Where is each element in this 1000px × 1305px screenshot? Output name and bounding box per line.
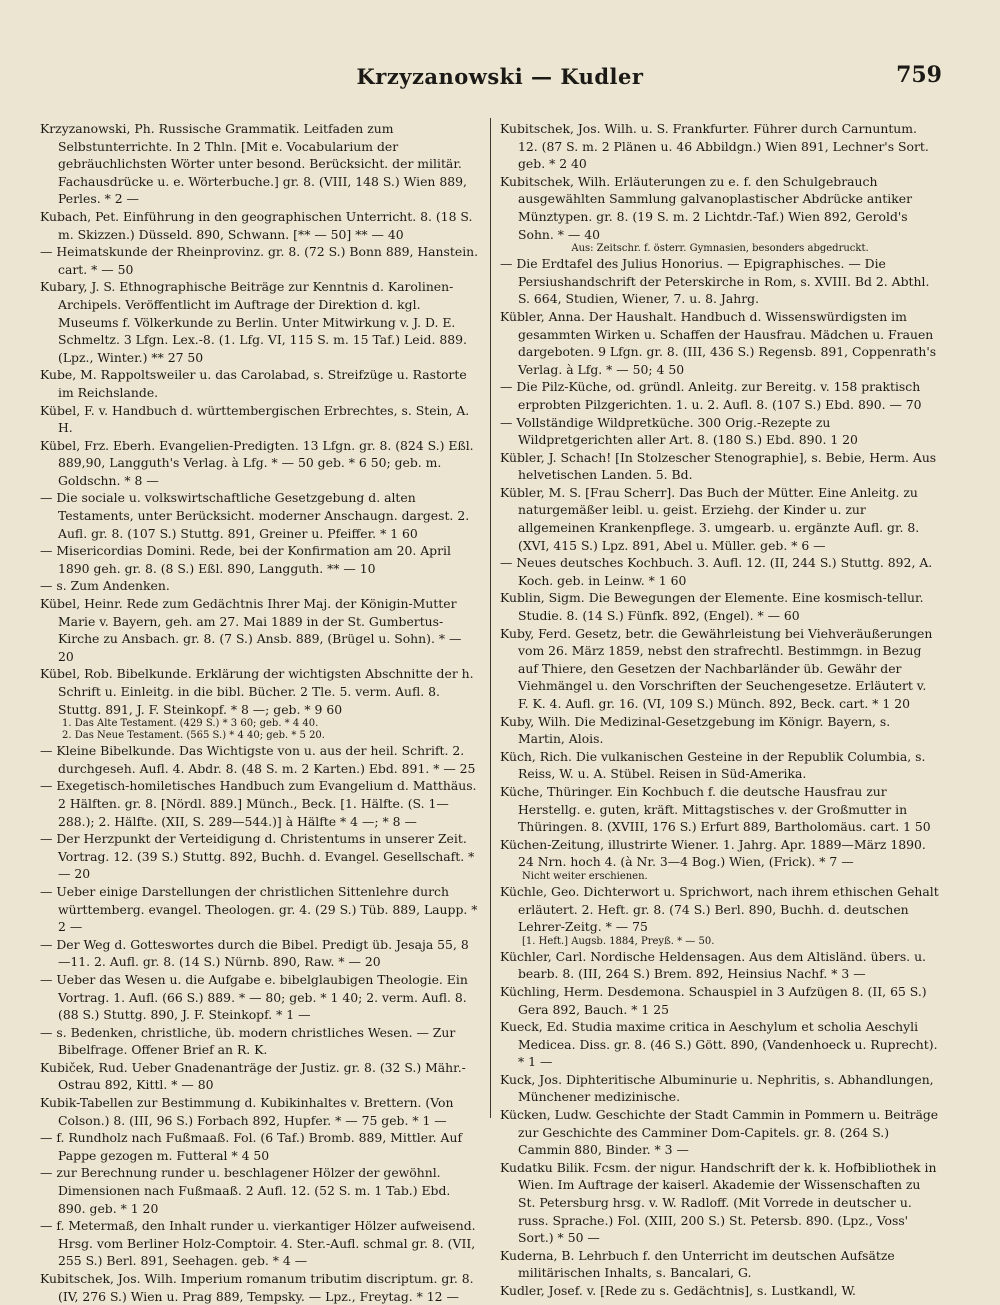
bibliography-entry: Küch, Rich. Die vulkanischen Gesteine in der Republik Columbia, s. Reiss, W. u. A. Stübel. Reisen in Süd-Amerika. (500, 748, 926, 782)
bibliography-entry: — zur Berechnung runder u. beschlagener Hölzer der gewöhnl. Dimensionen nach Fußmaaß. 2 Aufl. 12. (52 S. m. 1 Tab.) Ebd. 890. geb. * 1 20 (40, 1165, 451, 1216)
bibliography-entry: — s. Bedenken, christliche, üb. modern christliches Wesen. — Zur Bibelfrage. Offener Brief an R. K. (40, 1024, 456, 1058)
right-column (500, 120, 940, 1300)
bibliography-entry: Küchling, Herm. Desdemona. Schauspiel in 3 Aufzügen 8. (II, 65 S.) Gera 892, Bauch. * 1 25 (500, 983, 927, 1017)
bibliography-note: 1. Das Alte Testament. (429 S.) * 3 60; geb. * 4 40. (62, 718, 319, 730)
bibliography-entry: Kübler, J. Schach! [In Stolzescher Stenographie], s. Bebie, Herm. Aus helvetischen Landen. 5. Bd. (500, 449, 937, 483)
bibliography-entry: — Kleine Bibelkunde. Das Wichtigste von u. aus der heil. Schrift. 2. durchgeseh. Aufl. 4. Abdr. 8. (48 S. m. 2 Karten.) Ebd. 891. * — 25 (40, 743, 476, 776)
bibliography-note: Aus: Zeitschr. f. österr. Gymnasien, besonders abgedruckt. (571, 243, 869, 255)
bibliography-entry: Kudatku Bilik. Fcsm. der nigur. Handschrift der k. k. Hofbibliothek in Wien. Im Auftrage der kaiserl. Akademie der Wissenschaften zu St. Petersburg hrsg. v. W. Radloff. (Mit Vorrede in deutscher u. russ. Sprache.) Fol. (XIII, 200 S.) St. Petersb. 890. (Lpz., Voss' Sort.) * 50 — (500, 1159, 937, 1246)
bibliography-entry: Kubiček, Rud. Ueber Gnadenanträge der Justiz. gr. 8. (32 S.) Mähr.-Ostrau 892, Kittl. * — 80 (40, 1059, 466, 1093)
bibliography-entry: Kübler, M. S. [Frau Scherr]. Das Buch der Mütter. Eine Anleitg. zu naturgemäßer leibl. u. geist. Erziehg. der Kinder u. zur allgemeinen Krankenpflege. 3. umgearb. u. ergänzte Aufl. gr. 8. (XVI, 415 S.) Lpz. 891, Abel u. Müller. geb. * 6 — (500, 484, 920, 553)
bibliography-entry: Kübler, Anna. Der Haushalt. Handbuch d. Wissenswürdigsten im gesammten Wirken u. Schaffen der Hausfrau. Mädchen u. Frauen dargeboten. 9 Lfgn. gr. 8. (III, 436 S.) Regensb. 891, Coppenrath's Verlag. à Lfg. * — 50; 4 50 (500, 308, 937, 377)
bibliography-note: [1. Heft.] Augsb. 1884, Preyß. * — 50. (522, 935, 715, 947)
bibliography-entry: Kublin, Sigm. Die Bewegungen der Elemente. Eine kosmisch-tellur. Studie. 8. (14 S.) Fünfk. 892, (Engel). * — 60 (500, 590, 924, 624)
page-number: 759 (896, 62, 942, 88)
bibliography-entry: Kübel, Heinr. Rede zum Gedächtnis Ihrer Maj. der Königin-Mutter Marie v. Bayern, geh. am 27. Mai 1889 in der St. Gumbertus-Kirche zu Ansbach. gr. 8. (7 S.) Ansb. 889, (Brügel u. Sohn). * — 20 (40, 596, 462, 664)
bibliography-entry: — Die Erdtafel des Julius Honorius. — Epigraphisches. — Die Persiushandschrift der Peterskirche in Rom, s. XVIII. Bd 2. Abthl. S. 664, Studien, Wiener, 7. u. 8. Jahrg. (500, 256, 930, 307)
bibliography-entry: — s. Zum Andenken. (40, 578, 170, 594)
bibliography-entry: — f. Rundholz nach Fußmaaß. Fol. (6 Taf.) Bromb. 889, Mittler. Auf Pappe gezogen m. Futteral * 4 50 (40, 1130, 463, 1163)
bibliography-entry: — Der Herzpunkt der Verteidigung d. Christentums in unserer Zeit. Vortrag. 12. (39 S.) Stuttg. 892, Buchh. d. Evangel. Gesellschaft. * — 20 (40, 831, 475, 882)
bibliography-entry: — f. Metermaß, den Inhalt runder u. vierkantiger Hölzer aufweisend. Hrsg. vom Berliner Holz-Comptoir. 4. Ster.-Aufl. schmal gr. 8. (VII, 255 S.) Berl. 891, Seehagen. geb. * 4 — (40, 1218, 476, 1269)
bibliography-entry: Kueck, Ed. Studia maxime critica in Aeschylum et scholia Aeschyli Medicea. Diss. gr. 8. (46 S.) Gött. 890, (Vandenhoeck u. Ruprecht). * 1 — (500, 1019, 938, 1070)
bibliography-entry: Kubitschek, Jos. Wilh. u. S. Frankfurter. Führer durch Carnuntum. 12. (87 S. m. 2 Plänen u. 46 Abbildgn.) Wien 891, Lechner's Sort. geb. * 2 40 (500, 121, 929, 172)
bibliography-entry: Küche, Thüringer. Ein Kochbuch f. die deutsche Hausfrau zur Herstellg. e. guten, kräft. Mittagstisches v. der Großmutter in Thüringen. 8. (XVIII, 176 S.) Erfurt 889, Bartholomäus. cart. 1 50 (500, 783, 931, 835)
left-column (40, 120, 480, 1305)
bibliography-entry: Küchen-Zeitung, illustrirte Wiener. 1. Jahrg. Apr. 1889—März 1890. 24 Nrn. hoch 4. (à Nr. 3—4 Bog.) Wien, (Frick). * 7 — (500, 836, 926, 870)
bibliography-entry: Küchler, Carl. Nordische Heldensagen. Aus dem Altisländ. übers. u. bearb. 8. (III, 264 S.) Brem. 892, Heinsius Nachf. * 3 — (500, 948, 926, 982)
bibliography-entry: Krzyzanowski, Ph. Russische Grammatik. Leitfaden zum Selbstunterrichte. In 2 Thln. [Mit e. Vocabularium der gebräuchlichsten Wörter unter besond. Berücksicht. der militär. Fachausdrücke u. e. Wörterbuche.] gr. 8. (VIII, 148 S.) Wien 889, Perles. * 2 — (40, 121, 467, 207)
bibliography-note: 2. Das Neue Testament. (565 S.) * 4 40; geb. * 5 20. (62, 730, 325, 742)
bibliography-entry: Kube, M. Rappoltsweiler u. das Carolabad, s. Streifzüge u. Rastorte im Reichslande. (40, 367, 467, 400)
column-divider (490, 118, 491, 1118)
bibliography-entry: Kübel, Frz. Eberh. Evangelien-Predigten. 13 Lfgn. gr. 8. (824 S.) Eßl. 889,90, Langguth's Verlag. à Lfg. * — 50 geb. * 6 50; geb. m. Goldschn. * 8 — (40, 437, 474, 488)
bibliography-entry: Kudler, Josef. v. [Rede zu s. Gedächtnis], s. Lustkandl, W. (500, 1283, 856, 1298)
bibliography-entry: — Ueber einige Darstellungen der christlichen Sittenlehre durch württemberg. evangel. Theologen. gr. 4. (29 S.) Tüb. 889, Laupp. * 2 — (40, 883, 478, 935)
bibliography-entry: — Misericordias Domini. Rede, bei der Konfirmation am 20. April 1890 geh. gr. 8. (8 S.) Eßl. 890, Langguth. ** — 10 (40, 543, 451, 576)
bibliography-entry: — Exegetisch-homiletisches Handbuch zum Evangelium d. Matthäus. 2 Hälften. gr. 8. [Nördl. 889.] Münch., Beck. [1. Hälfte. (S. 1—288.); 2. Hälfte. (XII, S. 289—544.)] à Hälfte * 4 —; * 8 — (40, 778, 477, 829)
bibliography-entry: Kübel, Rob. Bibelkunde. Erklärung der wichtigsten Abschnitte der h. Schrift u. Einleitg. in die bibl. Bücher. 2 Tle. 5. verm. Aufl. 8. Stuttg. 891, J. F. Steinkopf. * 8 —; geb. * 9 60 (40, 666, 474, 717)
bibliography-entry: — Heimatskunde der Rheinprovinz. gr. 8. (72 S.) Bonn 889, Hanstein. cart. * — 50 (40, 244, 479, 277)
bibliography-entry: Kuby, Ferd. Gesetz, betr. die Gewährleistung bei Viehveräußerungen vom 26. März 1859, nebst den strafrechtl. Bestimmgn. in Bezug auf Thiere, den Gesetzen der Nachbarländer üb. Gewähr der Viehmängel u. den Vorschriften der Seuchengesetze. Erläutert v. F. K. 4. Aufl. gr. 16. (VI, 109 S.) Münch. 892, Beck. cart. * 1 20 (500, 625, 933, 711)
bibliography-entry: Kuby, Wilh. Die Medizinal-Gesetzgebung im Königr. Bayern, s. Martin, Alois. (500, 713, 891, 747)
bibliography-entry: — Vollständige Wildpretküche. 300 Orig.-Rezepte zu Wildpretgerichten aller Art. 8. (180 S.) Ebd. 890. 1 20 (500, 414, 858, 448)
bibliography-note: Nicht weiter erschienen. (522, 870, 648, 882)
bibliography-entry: — Der Weg d. Gotteswortes durch die Bibel. Predigt üb. Jesaja 55, 8—11. 2. Aufl. gr. 8. (14 S.) Nürnb. 890, Raw. * — 20 (40, 936, 469, 970)
bibliography-entry: — Neues deutsches Kochbuch. 3. Aufl. 12. (II, 244 S.) Stuttg. 892, A. Koch. geb. in Leinw. * 1 60 (500, 555, 933, 588)
bibliography-entry: Kubary, J. S. Ethnographische Beiträge zur Kenntnis d. Karolinen-Archipels. Veröffentlicht im Auftrage der Direktion d. kgl. Museums f. Völkerkunde zu Berlin. Unter Mitwirkung v. J. D. E. Schmeltz. 3 Lfgn. Lex.-8. (1. Lfg. VI, 115 S. m. 15 Taf.) Leid. 889. (Lpz., Winter.) ** 27 50 (40, 279, 467, 365)
bibliography-entry: Kübel, F. v. Handbuch d. württembergischen Erbrechtes, s. Stein, A. H. (40, 402, 470, 436)
bibliography-entry: — Ueber das Wesen u. die Aufgabe e. bibelglaubigen Theologie. Ein Vortrag. 1. Aufl. (66 S.) 889. * — 80; geb. * 1 40; 2. verm. Aufl. 8. (88 S.) Stuttg. 890, J. F. Steinkopf. * 1 — (40, 971, 468, 1023)
bibliography-entry: Kuck, Jos. Diphteritische Albuminurie u. Nephritis, s. Abhandlungen, Münchener medizinische. (500, 1071, 934, 1105)
bibliography-entry: — Die sociale u. volkswirtschaftliche Gesetzgebung d. alten Testaments, unter Berücksicht. moderner Anschaugn. dargest. 2. Aufl. gr. 8. (107 S.) Stuttg. 891, Greiner u. Pfeiffer. * 1 60 (40, 490, 470, 541)
bibliography-entry: Kubitschek, Wilh. Erläuterungen zu e. f. den Schulgebrauch ausgewählten Sammlung galvanoplastischer Abdrücke antiker Münztypen. gr. 8. (19 S. m. 2 Lichtdr.-Taf.) Wien 892, Gerold's Sohn. * — 40 (500, 173, 912, 242)
bibliography-entry: Kubach, Pet. Einführung in den geographischen Unterricht. 8. (18 S. m. Skizzen.) Düsseld. 890, Schwann. [** — 50] ** — 40 (40, 208, 473, 242)
bibliography-entry: Kubitschek, Jos. Wilh. Imperium romanum tributim discriptum. gr. 8. (IV, 276 S.) Wien u. Prag 889, Tempsky. — Lpz., Freytag. * 12 — (40, 1271, 474, 1304)
bibliography-entry: Kücken, Ludw. Geschichte der Stadt Cammin in Pommern u. Beiträge zur Geschichte des Camminer Dom-Capitels. gr. 8. (264 S.) Cammin 880, Binder. * 3 — (500, 1107, 939, 1158)
bibliography-entry: Kubik-Tabellen zur Bestimmung d. Kubikinhaltes v. Brettern. (Von Colson.) 8. (III, 96 S.) Forbach 892, Hupfer. * — 75 geb. * 1 — (40, 1095, 454, 1128)
bibliography-entry: — Die Pilz-Küche, od. gründl. Anleitg. zur Bereitg. v. 158 praktisch erprobten Pilzgerichten. 1. u. 2. Aufl. 8. (107 S.) Ebd. 890. — 70 (500, 379, 922, 412)
bibliography-entry: Kuderna, B. Lehrbuch f. den Unterricht im deutschen Aufsätze militärischen Inhalts, s. Bancalari, G. (500, 1247, 895, 1281)
bibliography-entry: Küchle, Geo. Dichterwort u. Sprichwort, nach ihrem ethischen Gehalt erläutert. 2. Heft. gr. 8. (74 S.) Berl. 890, Buchh. d. deutschen Lehrer-Zeitg. * — 75 (500, 883, 939, 935)
running-title: Krzyzanowski — Kudler (356, 64, 644, 89)
